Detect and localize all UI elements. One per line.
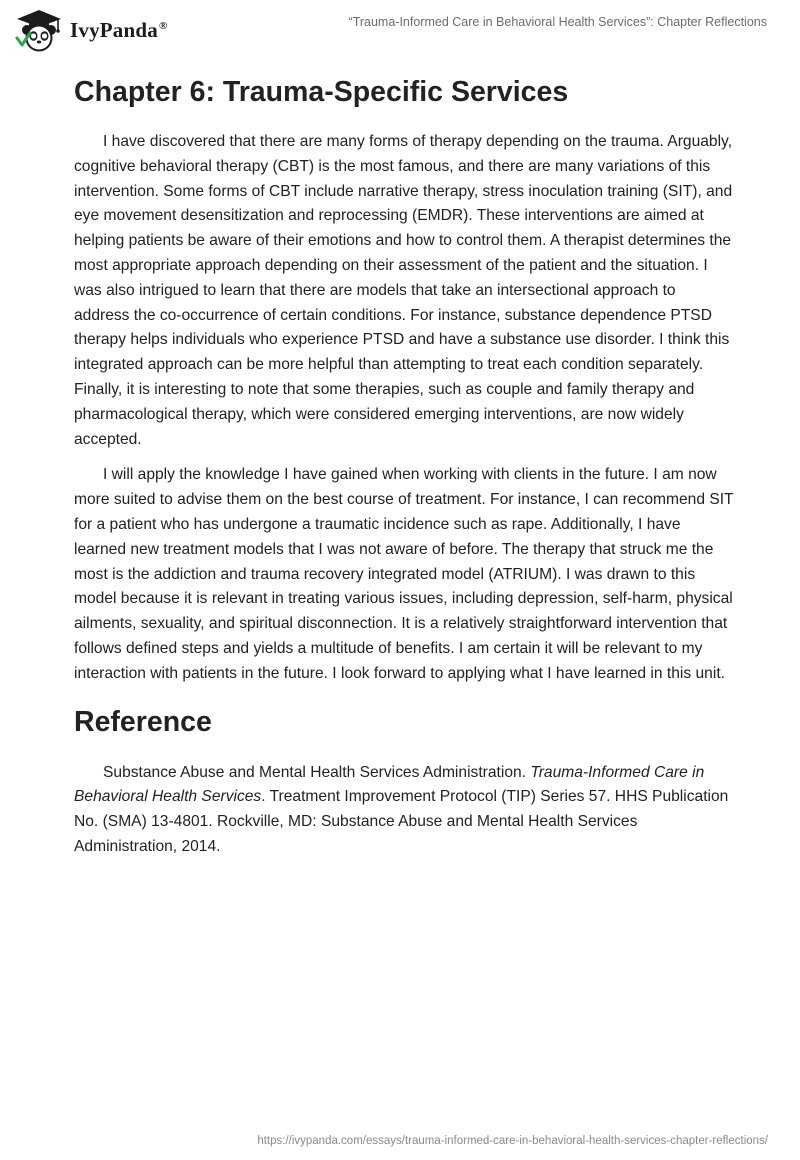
reference-author: Substance Abuse and Mental Health Services Administration. bbox=[103, 763, 531, 781]
logo-name: IvyPanda bbox=[70, 17, 158, 42]
page-header bbox=[0, 0, 800, 60]
source-url[interactable]: https://ivypanda.com/essays/trauma-informed-care-in-behavioral-health-services-chapter-reflections/ bbox=[257, 1135, 768, 1147]
body-paragraph-1: I have discovered that there are many forms of therapy depending on the trauma. Arguably, cognitive behavioral therapy (CBT) is the most famous, and there are many variations of this intervention. Some forms of CBT include narrative therapy, stress inoculation training (SIT), and eye movement desensitization and reprocessing (EMDR). These interventions are aimed at helping patients be aware of their emotions and how to control them. A therapist determines the most appropriate approach depending on their assessment of the patient and the situation. I was also intrigued to learn that there are models that take an intersectional approach to address the co-occurrence of certain conditions. For instance, substance dependence PTSD therapy helps individuals who experience PTSD and have a substance use disorder. I think this integrated approach can be more helpful than attempting to treat each condition separately. Finally, it is interesting to note that some therapies, such as couple and family therapy and pharmacological therapy, which were considered emerging interventions, are now widely accepted. bbox=[74, 133, 733, 448]
reference-title: Trauma-Informed Care in Behavioral Health Services bbox=[74, 763, 705, 806]
ivypanda-logo[interactable] bbox=[14, 8, 167, 52]
logo-wordmark bbox=[70, 18, 167, 43]
panda-graduate-icon bbox=[14, 8, 64, 52]
reference-entry bbox=[74, 761, 734, 860]
chapter-title: Chapter 6: Trauma-Specific Services bbox=[74, 76, 569, 108]
document-body bbox=[74, 74, 734, 860]
running-title: “Trauma-Informed Care in Behavioral Health Services”: Chapter Reflections bbox=[348, 15, 767, 29]
reference-details: . Treatment Improvement Protocol (TIP) Series 57. HHS Publication No. (SMA) 13-4801. Rockville, MD: Substance Abuse and Mental Health Services Administration, 2014. bbox=[74, 788, 729, 855]
body-paragraph-2: I will apply the knowledge I have gained when working with clients in the future. I am now more suited to advise them on the best course of treatment. For instance, I can recommend SIT for a patient who has undergone a traumatic incidence such as rape. Additionally, I have learned new treatment models that I was not aware of before. The therapy that struck me the most is the addiction and trauma recovery integrated model (ATRIUM). I was drawn to this model because it is relevant in treating various issues, including depression, self-harm, physical ailments, sexuality, and spiritual disconnection. It is a relatively straightforward intervention that follows defined steps and yields a multitude of benefits. I am certain it will be relevant to my interaction with patients in the future. I look forward to applying what I have learned in this unit. bbox=[74, 466, 734, 682]
registered-mark: ® bbox=[158, 19, 168, 32]
reference-heading: Reference bbox=[74, 705, 212, 738]
